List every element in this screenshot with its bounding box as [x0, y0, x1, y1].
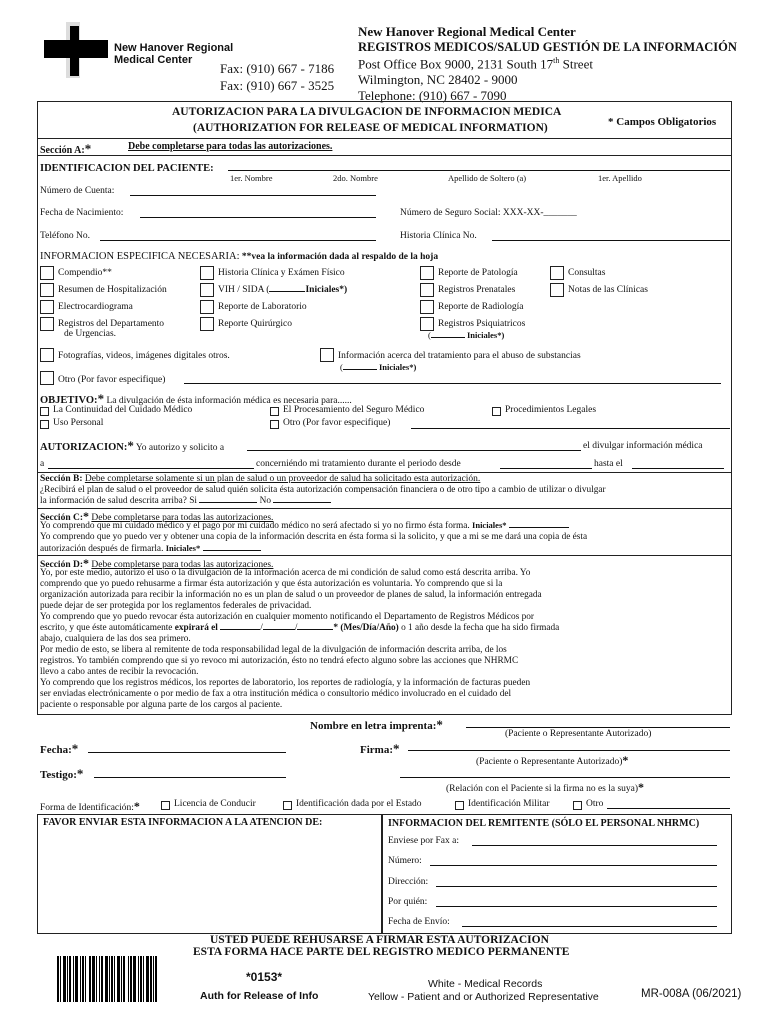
logo-line2: Medical Center: [114, 54, 193, 66]
checkbox-ecg[interactable]: [40, 300, 54, 314]
insurance-label: El Procesamiento del Seguro Médico: [283, 405, 425, 415]
fax-to-field[interactable]: [472, 845, 717, 846]
section-d-line-12: paciente o responsable por alguna parte de los cargos al paciente.: [40, 700, 283, 710]
photos-label: Fotografías, videos, imágenes digitales otros.: [58, 351, 230, 361]
section-d-line-6: abajo, cualquiera de las dos sea primero.: [40, 634, 191, 644]
section-d-line-10: Yo comprendo que los registros médicos, los reportes de laboratorio, los reportes de radiología, y la información de facturas pueden: [40, 678, 531, 688]
ssn-label[interactable]: Número de Seguro Social: XXX-XX-_______: [400, 208, 577, 218]
witness-field[interactable]: [94, 777, 286, 778]
section-d-line-7: Por medio de esto, se libera al remitente de toda responsabilidad legal de la divulgación de información descrita arriba, de los: [40, 645, 507, 655]
section-d-line-1: Yo, por este medio, autorizo el uso o la divulgación de la información acerca de mi condición de salud como está descrita arriba. Yo: [40, 568, 531, 578]
address-field[interactable]: [436, 886, 717, 887]
number-label: Número:: [388, 856, 422, 866]
checkbox-surgical-report[interactable]: [200, 317, 214, 331]
lab-report-label: Reporte de Laboratorio: [218, 302, 307, 312]
checkbox-lab-report[interactable]: [200, 300, 214, 314]
fax-to-label: Enviese por Fax a:: [388, 836, 459, 846]
dob-label: Fecha de Nacimiento:: [40, 208, 124, 218]
section-d-line-9: llevo a cabo antes de recibir la revocación.: [40, 667, 199, 677]
checkbox-pathology[interactable]: [420, 266, 434, 280]
clinic-notes-label: Notas de las Clínicas: [568, 285, 648, 295]
section-b-header: Sección B: Debe completarse solamente si un plan de salud o un proveedor de salud ha solicitado esta autorización.: [40, 474, 481, 484]
barcode-code: *0153*: [246, 970, 283, 984]
auth-period-text: concerniéndo mi tratamiento durante el periodo desde: [256, 459, 461, 469]
required-fields-note: * Campos Obligatorios: [608, 116, 717, 128]
objective-label: OBJETIVO:* La divulgación de ésta información médica es necesaria para......: [40, 391, 352, 406]
signature-label: Firma:*: [360, 741, 400, 756]
checkbox-other-info[interactable]: [40, 371, 54, 385]
dept-name: REGISTROS MEDICOS/SALUD GESTIÓN DE LA INFORMACIÓN: [358, 40, 737, 54]
compendio-label: Compendio**: [58, 268, 112, 278]
checkbox-insurance[interactable]: [270, 407, 279, 416]
hiv-label: VIH / SIDA ( Iniciales*): [218, 285, 348, 295]
checkbox-hospital-summary[interactable]: [40, 283, 54, 297]
relationship-caption: (Relación con el Paciente si la firma no es la suya)*: [446, 780, 645, 794]
sent-by-label: Por quién:: [388, 897, 428, 907]
account-label: Número de Cuenta:: [40, 186, 115, 196]
recipient-field[interactable]: [48, 468, 254, 469]
barcode-image: [57, 956, 183, 1002]
org-name: New Hanover Regional Medical Center: [358, 24, 576, 39]
patient-id-label: IDENTIFICACION DEL PACIENTE:: [40, 163, 214, 174]
print-name-label: Nombre en letra imprenta:*: [310, 717, 443, 732]
section-d-line-2: comprendo que yo puedo rehusarme a firmar ésta autorización y que ésta autorización es voluntaria. Yo comprendo que si la: [40, 579, 503, 589]
section-d-expire-line: escrito, y que éste automáticamente expirará el / / * (Mes/Día/Año) o 1 año desde la fecha que ha sido firmada: [40, 623, 560, 633]
number-field[interactable]: [430, 865, 717, 866]
fax-number-2: Fax: (910) 667 - 3525: [220, 78, 335, 93]
substance-label: Información acerca del tratamiento para el abuso de substancias: [338, 351, 581, 361]
address-line1: Post Office Box 9000, 2131 South 17th Street: [358, 56, 593, 72]
send-to-title: FAVOR ENVIAR ESTA INFORMACION A LA ATENCION DE:: [43, 817, 323, 828]
last-name-caption: 1er. Apellido: [598, 173, 642, 183]
pathology-label: Reporte de Patología: [438, 268, 518, 278]
section-d-line-4: puede dejar de ser protegida por los reglamentos federales de privacidad.: [40, 601, 312, 611]
military-id-label: Identificación Militar: [468, 799, 550, 809]
id-type-label: Forma de Identificación:*: [40, 799, 140, 813]
checkbox-substance-abuse[interactable]: [320, 348, 334, 362]
consults-label: Consultas: [568, 268, 606, 278]
form-name: Auth for Release of Info: [200, 990, 319, 1002]
sender-info-title: INFORMACION DEL REMITENTE (SÓLO EL PERSONAL NHRMC): [388, 818, 700, 829]
relationship-field[interactable]: [400, 777, 730, 778]
other-id-field[interactable]: [607, 808, 730, 809]
section-d-line-11: ser enviadas electrónicamente o por medio de fax a otra institución médica o consultorio médico involucrado en el cuidado del: [40, 689, 512, 699]
checkbox-state-id[interactable]: [283, 801, 292, 810]
phone-label: Teléfono No.: [40, 231, 90, 241]
other-info-field[interactable]: [184, 383, 721, 384]
checkbox-personal-use[interactable]: [40, 420, 49, 429]
checkbox-compendio[interactable]: [40, 266, 54, 280]
state-id-label: Identificación dada por el Estado: [296, 799, 422, 809]
form-number: MR-008A (06/2021): [641, 988, 742, 1000]
surgical-report-label: Reporte Quirúrgico: [218, 319, 292, 329]
telephone: Telephone: (910) 667 - 7090: [358, 88, 507, 103]
form-subtitle: (AUTHORIZATION FOR RELEASE OF MEDICAL INFORMATION): [193, 122, 548, 134]
section-c-line1: Yo comprendo que mi cuidado médico y el pago por mi cuidado médico no será afectado si yo no firmo ésta forma. Iniciales*: [40, 520, 569, 531]
witness-label: Testigo:*: [40, 766, 84, 781]
section-c-line2: Yo comprendo que yo puedo ver y obtener una copia de la información descrita en ésta forma si la solicito, y que a mi se me dará una copia de ésta: [40, 532, 588, 542]
other-purpose-label: Otro (Por favor especifique): [283, 418, 391, 428]
auth-until-text: hasta el: [594, 459, 623, 469]
section-d-line-5: Yo comprendo que yo puedo revocar ésta autorización en cualquier momento notificando el Departamento de Registros Médicos por: [40, 612, 534, 622]
print-name-caption: (Paciente o Representante Autorizado): [505, 729, 652, 739]
sender-info-box: [382, 814, 732, 934]
copy-yellow: Yellow - Patient and or Authorized Representative: [368, 991, 599, 1003]
psychiatric-label: Registros Psiquiatricos: [438, 319, 526, 329]
chart-label: Historia Clínica No.: [400, 231, 477, 241]
section-a-note: Debe completarse para todas las autorizaciones.: [128, 141, 333, 152]
checkbox-hiv[interactable]: [200, 283, 214, 297]
signature-caption: (Paciente o Representante Autorizado)*: [476, 753, 629, 767]
ecg-label: Electrocardiograma: [58, 302, 133, 312]
date-label: Fecha:*: [40, 741, 79, 756]
er-records-label: Registros del Departamento: [58, 319, 165, 329]
date-field[interactable]: [88, 752, 286, 753]
radiology-label: Reporte de Radiología: [438, 302, 524, 312]
auth-a: a: [40, 459, 45, 469]
period-to-field[interactable]: [632, 468, 724, 469]
fax-number-1: Fax: (910) 667 - 7186: [220, 61, 335, 76]
checkbox-consults[interactable]: [550, 266, 564, 280]
legal-label: Procedimientos Legales: [505, 405, 597, 415]
print-name-field[interactable]: [466, 727, 730, 728]
dob-field[interactable]: [140, 217, 376, 218]
refuse-notice: USTED PUEDE REHUSARSE A FIRMAR ESTA AUTORIZACION: [210, 934, 549, 946]
authorized-party-field[interactable]: [247, 450, 581, 451]
section-b-question-2: la información de salud descrita arriba? Si No: [40, 496, 331, 506]
checkbox-photos[interactable]: [40, 348, 54, 362]
other-info-label: Otro (Por favor especifique): [58, 375, 166, 385]
section-a-label: Sección A:*: [40, 141, 92, 156]
signature-field[interactable]: [408, 750, 730, 751]
maiden-name-caption: Apellido de Soltero (a): [448, 173, 527, 183]
section-c-header: Sección C:* Debe completarse para todas las autorizaciones.: [40, 509, 274, 523]
checkbox-legal[interactable]: [492, 407, 501, 416]
send-date-label: Fecha de Envío:: [388, 917, 450, 927]
address-label: Dirección:: [388, 877, 429, 887]
checkbox-radiology[interactable]: [420, 300, 434, 314]
auth-end-text: el divulgar información médica: [583, 441, 703, 451]
hospital-summary-label: Resumen de Hospitalización: [58, 285, 167, 295]
account-field[interactable]: [130, 195, 376, 196]
checkbox-prenatal[interactable]: [420, 283, 434, 297]
er-records-label-2: de Urgencias.: [64, 329, 117, 339]
logo-line1: New Hanover Regional: [114, 42, 234, 54]
substance-initials: ( Iniciales*): [340, 362, 417, 372]
section-d-line-3: organización autorizada para recibir la información no es un plan de salud o un proveedor de planes de salud, la información entregada: [40, 590, 542, 600]
first-name-caption: 1er. Nombre: [230, 173, 273, 183]
prenatal-label: Registros Prenatales: [438, 285, 516, 295]
send-to-box[interactable]: [37, 814, 382, 934]
permanent-record-notice: ESTA FORMA HACE PARTE DEL REGISTRO MEDICO PERMANENTE: [193, 946, 570, 958]
checkbox-drivers-license[interactable]: [161, 801, 170, 810]
phone-field[interactable]: [100, 240, 376, 241]
section-b-question: ¿Recibirá el plan de salud o el proveedor de salud quién solicita ésta autorización compensación financiera o de otro tipo a cambio de utilizar o divulgar: [40, 485, 606, 495]
checkbox-other-purpose[interactable]: [270, 420, 279, 429]
logo-mark-icon: [44, 22, 108, 78]
section-d-header: Sección D:* Debe completarse para todas las autorizaciones.: [40, 556, 274, 570]
checkbox-military-id[interactable]: [455, 801, 464, 810]
checkbox-other-id[interactable]: [573, 801, 582, 810]
checkbox-psychiatric[interactable]: [420, 317, 434, 331]
psychiatric-initials: ( Iniciales*): [428, 330, 505, 340]
nhrmc-logo: [44, 22, 234, 78]
checkbox-continuity-care[interactable]: [40, 407, 49, 416]
sent-by-field[interactable]: [436, 906, 717, 907]
drivers-license-label: Licencia de Conducir: [174, 799, 256, 809]
authorization-label: AUTORIZACION:* Yo autorizo y solicito a: [40, 438, 225, 453]
other-id-label: Otro: [586, 799, 604, 809]
middle-name-caption: 2do. Nombre: [333, 173, 378, 183]
address-line2: Wilmington, NC 28402 - 9000: [358, 72, 518, 87]
checkbox-er-records[interactable]: [40, 317, 54, 331]
period-from-field[interactable]: [500, 468, 592, 469]
section-c-line3: autorización después de firmarla. Iniciales*: [40, 543, 261, 554]
history-exam-label: Historia Clínica y Exámen Físico: [218, 268, 345, 278]
form-title: AUTORIZACION PARA LA DIVULGACION DE INFORMACION MEDICA: [172, 106, 562, 118]
send-date-field[interactable]: [462, 926, 717, 927]
checkbox-history-exam[interactable]: [200, 266, 214, 280]
copy-white: White - Medical Records: [428, 978, 543, 990]
other-purpose-field[interactable]: [411, 428, 730, 429]
checkbox-clinic-notes[interactable]: [550, 283, 564, 297]
section-d-line-8: registros. Yo también comprendo que si yo revoco mi autorización, ésto no tendrá efecto alguno sobre las acciones que NHRMC: [40, 656, 519, 666]
personal-use-label: Uso Personal: [53, 418, 104, 428]
patient-name-field[interactable]: [228, 170, 730, 171]
continuity-care-label: La Continuidad del Cuidado Médico: [53, 405, 193, 415]
chart-field[interactable]: [492, 240, 730, 241]
specific-info-label: INFORMACION ESPECIFICA NECESARIA: **vea la información dada al respaldo de la hoja: [40, 251, 439, 262]
